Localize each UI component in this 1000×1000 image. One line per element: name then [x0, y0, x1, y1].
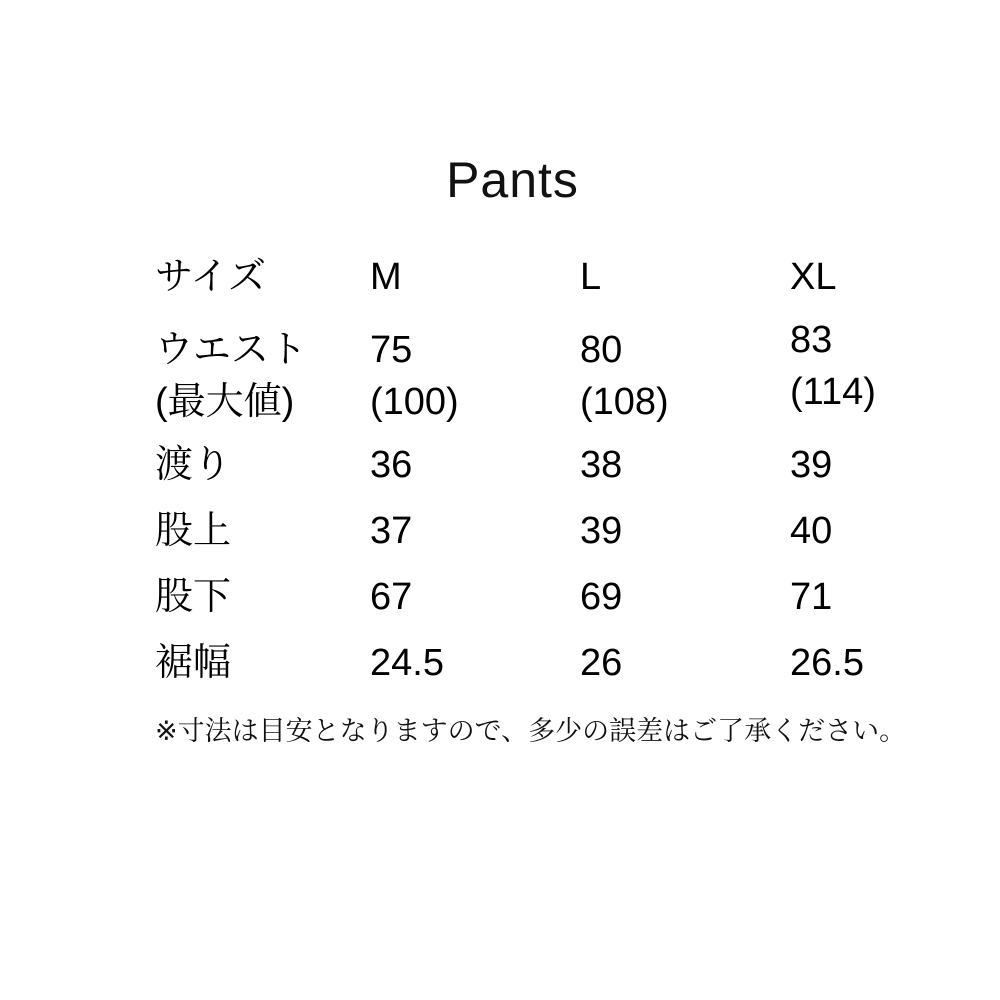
row-rise-xl: 40: [790, 510, 833, 553]
row-inseam-m: 67: [370, 576, 413, 619]
waist-xl-value: 83: [790, 319, 833, 361]
header-size-xl: XL: [790, 256, 837, 299]
row-hem-label: 裾幅: [155, 642, 232, 685]
page-title: Pants: [446, 152, 579, 208]
row-rise-label: 股上: [155, 510, 232, 553]
row-rise-m: 37: [370, 510, 413, 553]
row-hem-m: 24.5: [370, 642, 444, 685]
waist-xl-max: (114): [790, 371, 876, 413]
waist-m-max: (100): [370, 381, 459, 423]
row-inseam-l: 69: [580, 576, 623, 619]
row-watari-l: 38: [580, 444, 623, 487]
row-hem-xl: 26.5: [790, 642, 864, 685]
waist-label-line1: ウエスト: [155, 329, 308, 371]
size-table: [155, 238, 876, 697]
row-watari-label: 渡り: [155, 444, 232, 487]
row-waist-l: [580, 318, 790, 433]
row-waist-m: [370, 318, 580, 433]
row-inseam-label: 股下: [155, 576, 232, 619]
row-waist-xl: [790, 308, 1000, 433]
header-size-m: M: [370, 256, 402, 299]
header-size-label: サイズ: [155, 256, 266, 299]
waist-l-max: (108): [580, 381, 669, 423]
waist-label-line2: (最大値): [155, 381, 295, 423]
footnote: ※寸法は目安となりますので、多少の誤差はご了承ください。: [155, 716, 907, 746]
row-inseam-xl: 71: [790, 576, 833, 619]
waist-l-value: 80: [580, 329, 623, 371]
row-rise-l: 39: [580, 510, 623, 553]
header-size-l: L: [580, 256, 602, 299]
waist-m-value: 75: [370, 329, 413, 371]
row-hem-l: 26: [580, 642, 623, 685]
row-watari-xl: 39: [790, 444, 833, 487]
row-watari-m: 36: [370, 444, 413, 487]
row-waist-label: [155, 318, 370, 433]
